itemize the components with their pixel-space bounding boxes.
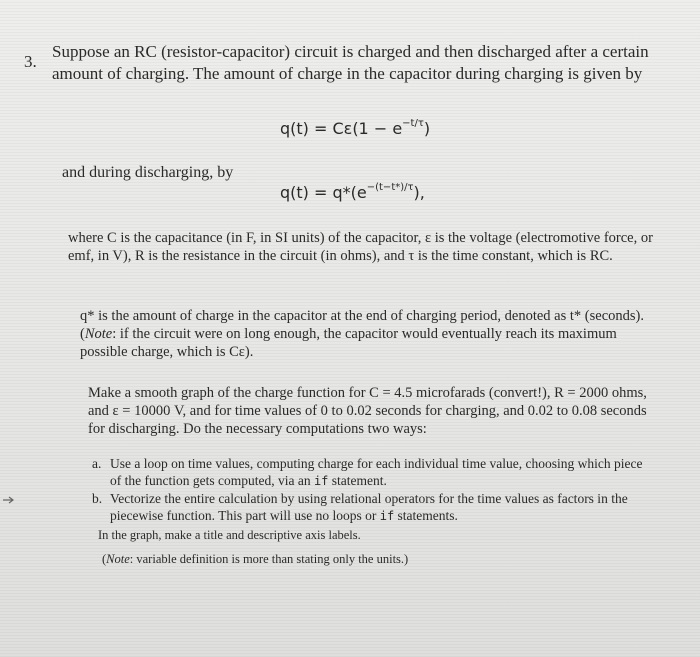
- task-paragraph: Make a smooth graph of the charge function for C = 4.5 microfarads (convert!), R = 2000 ohms, and ε = 10000 V, and for time values of 0 to 0.02 seconds for charging, and 0.02 to 0.08 seconds for discharging. Do the necessary computations two ways:: [88, 385, 647, 437]
- question-number: 3.: [24, 52, 37, 71]
- discharging-equation: $q(t) = q*(e^{-(t-t*)/\tau})$,: [280, 182, 425, 202]
- method-list: [92, 455, 652, 525]
- margin-arrow-icon: [2, 494, 16, 508]
- charging-equation: $q(t) = C\varepsilon(1 - e^{-t/\tau})$: [280, 118, 431, 138]
- intro-line-1: Suppose an RC (resistor-capacitor) circuit is charged and then discharged after a certain: [52, 42, 649, 61]
- final-note: (Note: variable definition is more than stating only the units.): [102, 552, 409, 566]
- method-item-b: b. Vectorize the entire calculation by using relational operators for the time values as factors in the piecewise function. This part will use no loops or if statements.: [92, 491, 628, 523]
- graph-note: In the graph, make a title and descriptive axis labels.: [98, 528, 361, 542]
- discharging-label: and during discharging, by: [62, 164, 234, 181]
- method-item-a: a. Use a loop on time values, computing charge for each individual time value, choosing which piece of the function gets computed, via an if statement.: [92, 456, 643, 488]
- intro-line-2: amount of charging. The amount of charge in the capacitor during charging is given by: [52, 64, 643, 83]
- definitions-paragraph: where C is the capacitance (in F, in SI units) of the capacitor, ε is the voltage (electromotive force, or emf, in V), R is the resistance in the circuit (in ohms), and τ is the time constant, which is RC.: [68, 230, 653, 264]
- qstar-paragraph: q* is the amount of charge in the capacitor at the end of charging period, denoted as t* (seconds). (Note: if the circuit were on long enough, the capacitor would eventually reach its maximum possible charge, which is Cε).: [80, 308, 644, 360]
